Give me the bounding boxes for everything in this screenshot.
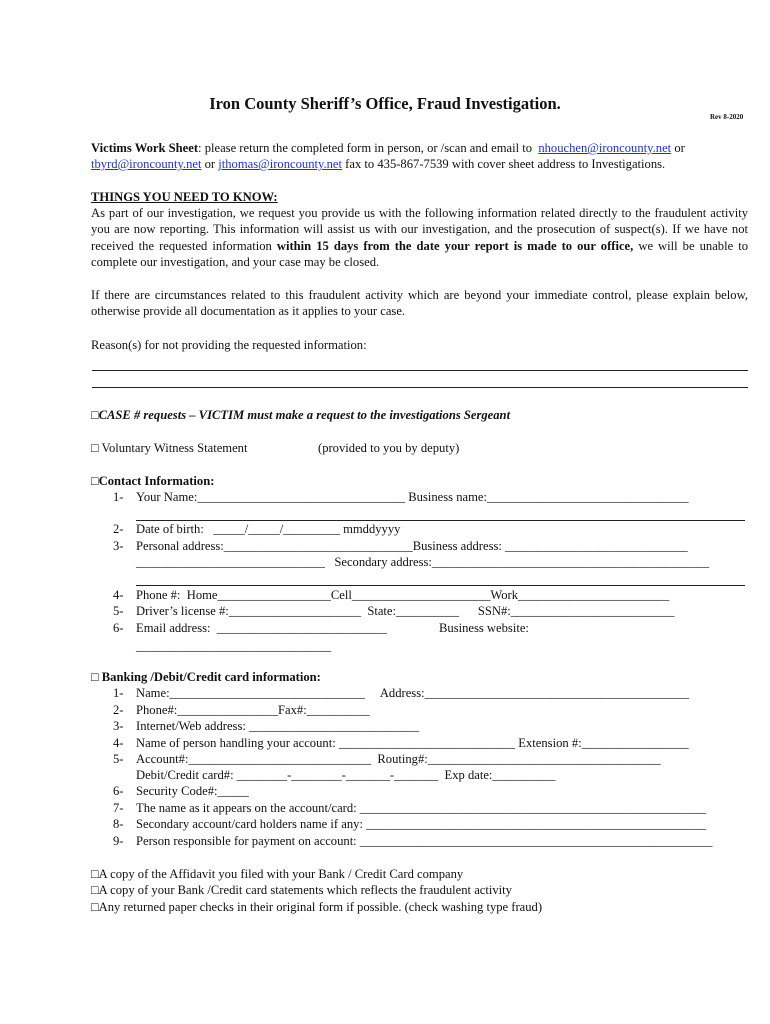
payment-responsible-field[interactable]: Person responsible for payment on account: ________________________________________________________ bbox=[136, 834, 713, 848]
witness-note: (provided to you by deputy) bbox=[318, 441, 460, 455]
bank-phone-field[interactable]: Phone#:________________Fax#:__________ bbox=[136, 703, 370, 717]
bank-num-3: 3- bbox=[113, 719, 124, 733]
things-heading: THINGS YOU NEED TO KNOW: bbox=[91, 190, 278, 204]
copy-checks-text: Any returned paper checks in their original form if possible. (check washing type fraud) bbox=[98, 900, 543, 914]
copy-affidavit-item bbox=[91, 867, 463, 882]
reasons-line-2[interactable] bbox=[92, 387, 748, 388]
checkbox-icon[interactable]: □ bbox=[91, 883, 99, 897]
address-extra-line[interactable] bbox=[136, 585, 745, 586]
checkbox-icon[interactable]: □ bbox=[91, 900, 99, 914]
victims-label: Victims Work Sheet bbox=[91, 141, 199, 155]
revision-label: Rev 8-2020 bbox=[710, 113, 744, 121]
things-paragraph bbox=[91, 205, 748, 270]
things-deadline: within 15 days from the date your report is made to our office, bbox=[276, 238, 634, 253]
banking-heading-text: Banking /Debit/Credit card information: bbox=[98, 670, 321, 684]
reasons-line-1[interactable] bbox=[92, 370, 748, 371]
contact-heading-text: Contact Information: bbox=[98, 474, 215, 488]
victims-line-2 bbox=[91, 157, 665, 172]
contact-num-2: 2- bbox=[113, 522, 124, 536]
page-title: Iron County Sheriff’s Office, Fraud Investigation. bbox=[209, 94, 561, 113]
copy-statements-item bbox=[91, 883, 512, 898]
banking-heading bbox=[91, 670, 321, 685]
bank-num-4: 4- bbox=[113, 736, 124, 750]
email-link-nhouchen[interactable]: nhouchen@ironcounty.net bbox=[538, 141, 672, 155]
copy-checks-item bbox=[91, 900, 542, 915]
business-website-label: Business website: bbox=[439, 621, 529, 635]
checkbox-icon[interactable]: □ bbox=[91, 670, 99, 684]
case-request-line bbox=[91, 408, 510, 423]
contact-num-5: 5- bbox=[113, 604, 124, 618]
copy-statements-text: A copy of your Bank /Credit card statements which reflects the fraudulent activity bbox=[98, 883, 512, 897]
bank-num-9: 9- bbox=[113, 834, 124, 848]
email-address-field[interactable]: Email address: ___________________________ bbox=[136, 621, 387, 635]
copy-affidavit-text: A copy of the Affidavit you filed with your Bank / Credit Card company bbox=[98, 867, 464, 881]
name-on-card-field[interactable]: The name as it appears on the account/card: _______________________________________________________ bbox=[136, 801, 707, 815]
web-address-field[interactable]: Internet/Web address: ___________________________ bbox=[136, 719, 420, 733]
bank-name-field[interactable]: Name:_______________________________ Address:__________________________________________ bbox=[136, 686, 690, 700]
circumstances-paragraph: If there are circumstances related to this fraudulent activity which are beyond your immediate control, please explain below, otherwise provide all documentation as it applies to your case. bbox=[91, 288, 748, 319]
security-code-field[interactable]: Security Code#:_____ bbox=[136, 784, 249, 798]
things-text-b: we will be unable to complete our investigation, and your case may be closed. bbox=[91, 238, 748, 269]
card-number-field[interactable]: Debit/Credit card#: ________-________-_______-_______ Exp date:__________ bbox=[136, 768, 556, 782]
drivers-license-field[interactable]: Driver’s license #:_____________________ State:__________ SSN#:__________________________ bbox=[136, 604, 675, 618]
bank-num-8: 8- bbox=[113, 817, 124, 831]
contact-num-4: 4- bbox=[113, 588, 124, 602]
witness-label: Voluntary Witness Statement bbox=[98, 441, 248, 455]
secondary-holder-field[interactable]: Secondary account/card holders name if any: ______________________________________________________ bbox=[136, 817, 707, 831]
bank-num-2: 2- bbox=[113, 703, 124, 717]
checkbox-icon[interactable]: □ bbox=[91, 441, 99, 455]
contact-num-3: 3- bbox=[113, 539, 124, 553]
victims-text-1: : please return the completed form in person, or /scan and email to bbox=[198, 141, 539, 155]
bank-num-1: 1- bbox=[113, 686, 124, 700]
contact-name-extra-line[interactable] bbox=[136, 520, 745, 521]
bank-num-6: 6- bbox=[113, 784, 124, 798]
bank-num-7: 7- bbox=[113, 801, 124, 815]
contact-num-1: 1- bbox=[113, 490, 124, 504]
account-number-field[interactable]: Account#:_____________________________ Routing#:_____________________________________ bbox=[136, 752, 661, 766]
website-field[interactable]: _______________________________ bbox=[136, 639, 332, 653]
case-request-text: CASE # requests – VICTIM must make a request to the investigations Sergeant bbox=[98, 408, 511, 422]
phone-field[interactable]: Phone #: Home__________________Cell______________________Work________________________ bbox=[136, 588, 670, 602]
reasons-label: Reason(s) for not providing the requested information: bbox=[91, 338, 367, 352]
victims-text-2: fax to 435-867-7539 with cover sheet address to Investigations. bbox=[342, 157, 666, 171]
checkbox-icon[interactable]: □ bbox=[91, 474, 99, 488]
secondary-address-field[interactable]: ______________________________ Secondary address:____________________________________________ bbox=[136, 555, 709, 569]
email-link-tbyrd[interactable]: tbyrd@ironcounty.net bbox=[91, 157, 202, 171]
checkbox-icon[interactable]: □ bbox=[91, 867, 99, 881]
bank-num-5: 5- bbox=[113, 752, 124, 766]
witness-line bbox=[91, 441, 247, 456]
victims-or-2: or bbox=[201, 157, 219, 171]
victims-or-1: or bbox=[671, 141, 685, 155]
contact-num-6: 6- bbox=[113, 621, 124, 635]
things-text-a: As part of our investigation, we request you provide us with the following information related directly to the fraudulent activity you are now reporting. This information will assist us with our investigation, and the prosecution of suspect(s). If we have not received the requested information bbox=[91, 206, 748, 253]
contact-name-field[interactable]: Your Name:_________________________________ Business name:________________________________ bbox=[136, 490, 689, 504]
dob-field[interactable]: Date of birth: _____/_____/_________ mmddyyyy bbox=[136, 522, 401, 536]
account-handler-field[interactable]: Name of person handling your account: ____________________________ Extension #:_________________ bbox=[136, 736, 689, 750]
email-link-jthomas[interactable]: jthomas@ironcounty.net bbox=[218, 157, 343, 171]
contact-heading bbox=[91, 474, 214, 489]
personal-address-field[interactable]: Personal address:______________________________Business address: _____________________________ bbox=[136, 539, 688, 553]
victims-line-1 bbox=[91, 141, 685, 156]
checkbox-icon[interactable]: □ bbox=[91, 408, 99, 422]
